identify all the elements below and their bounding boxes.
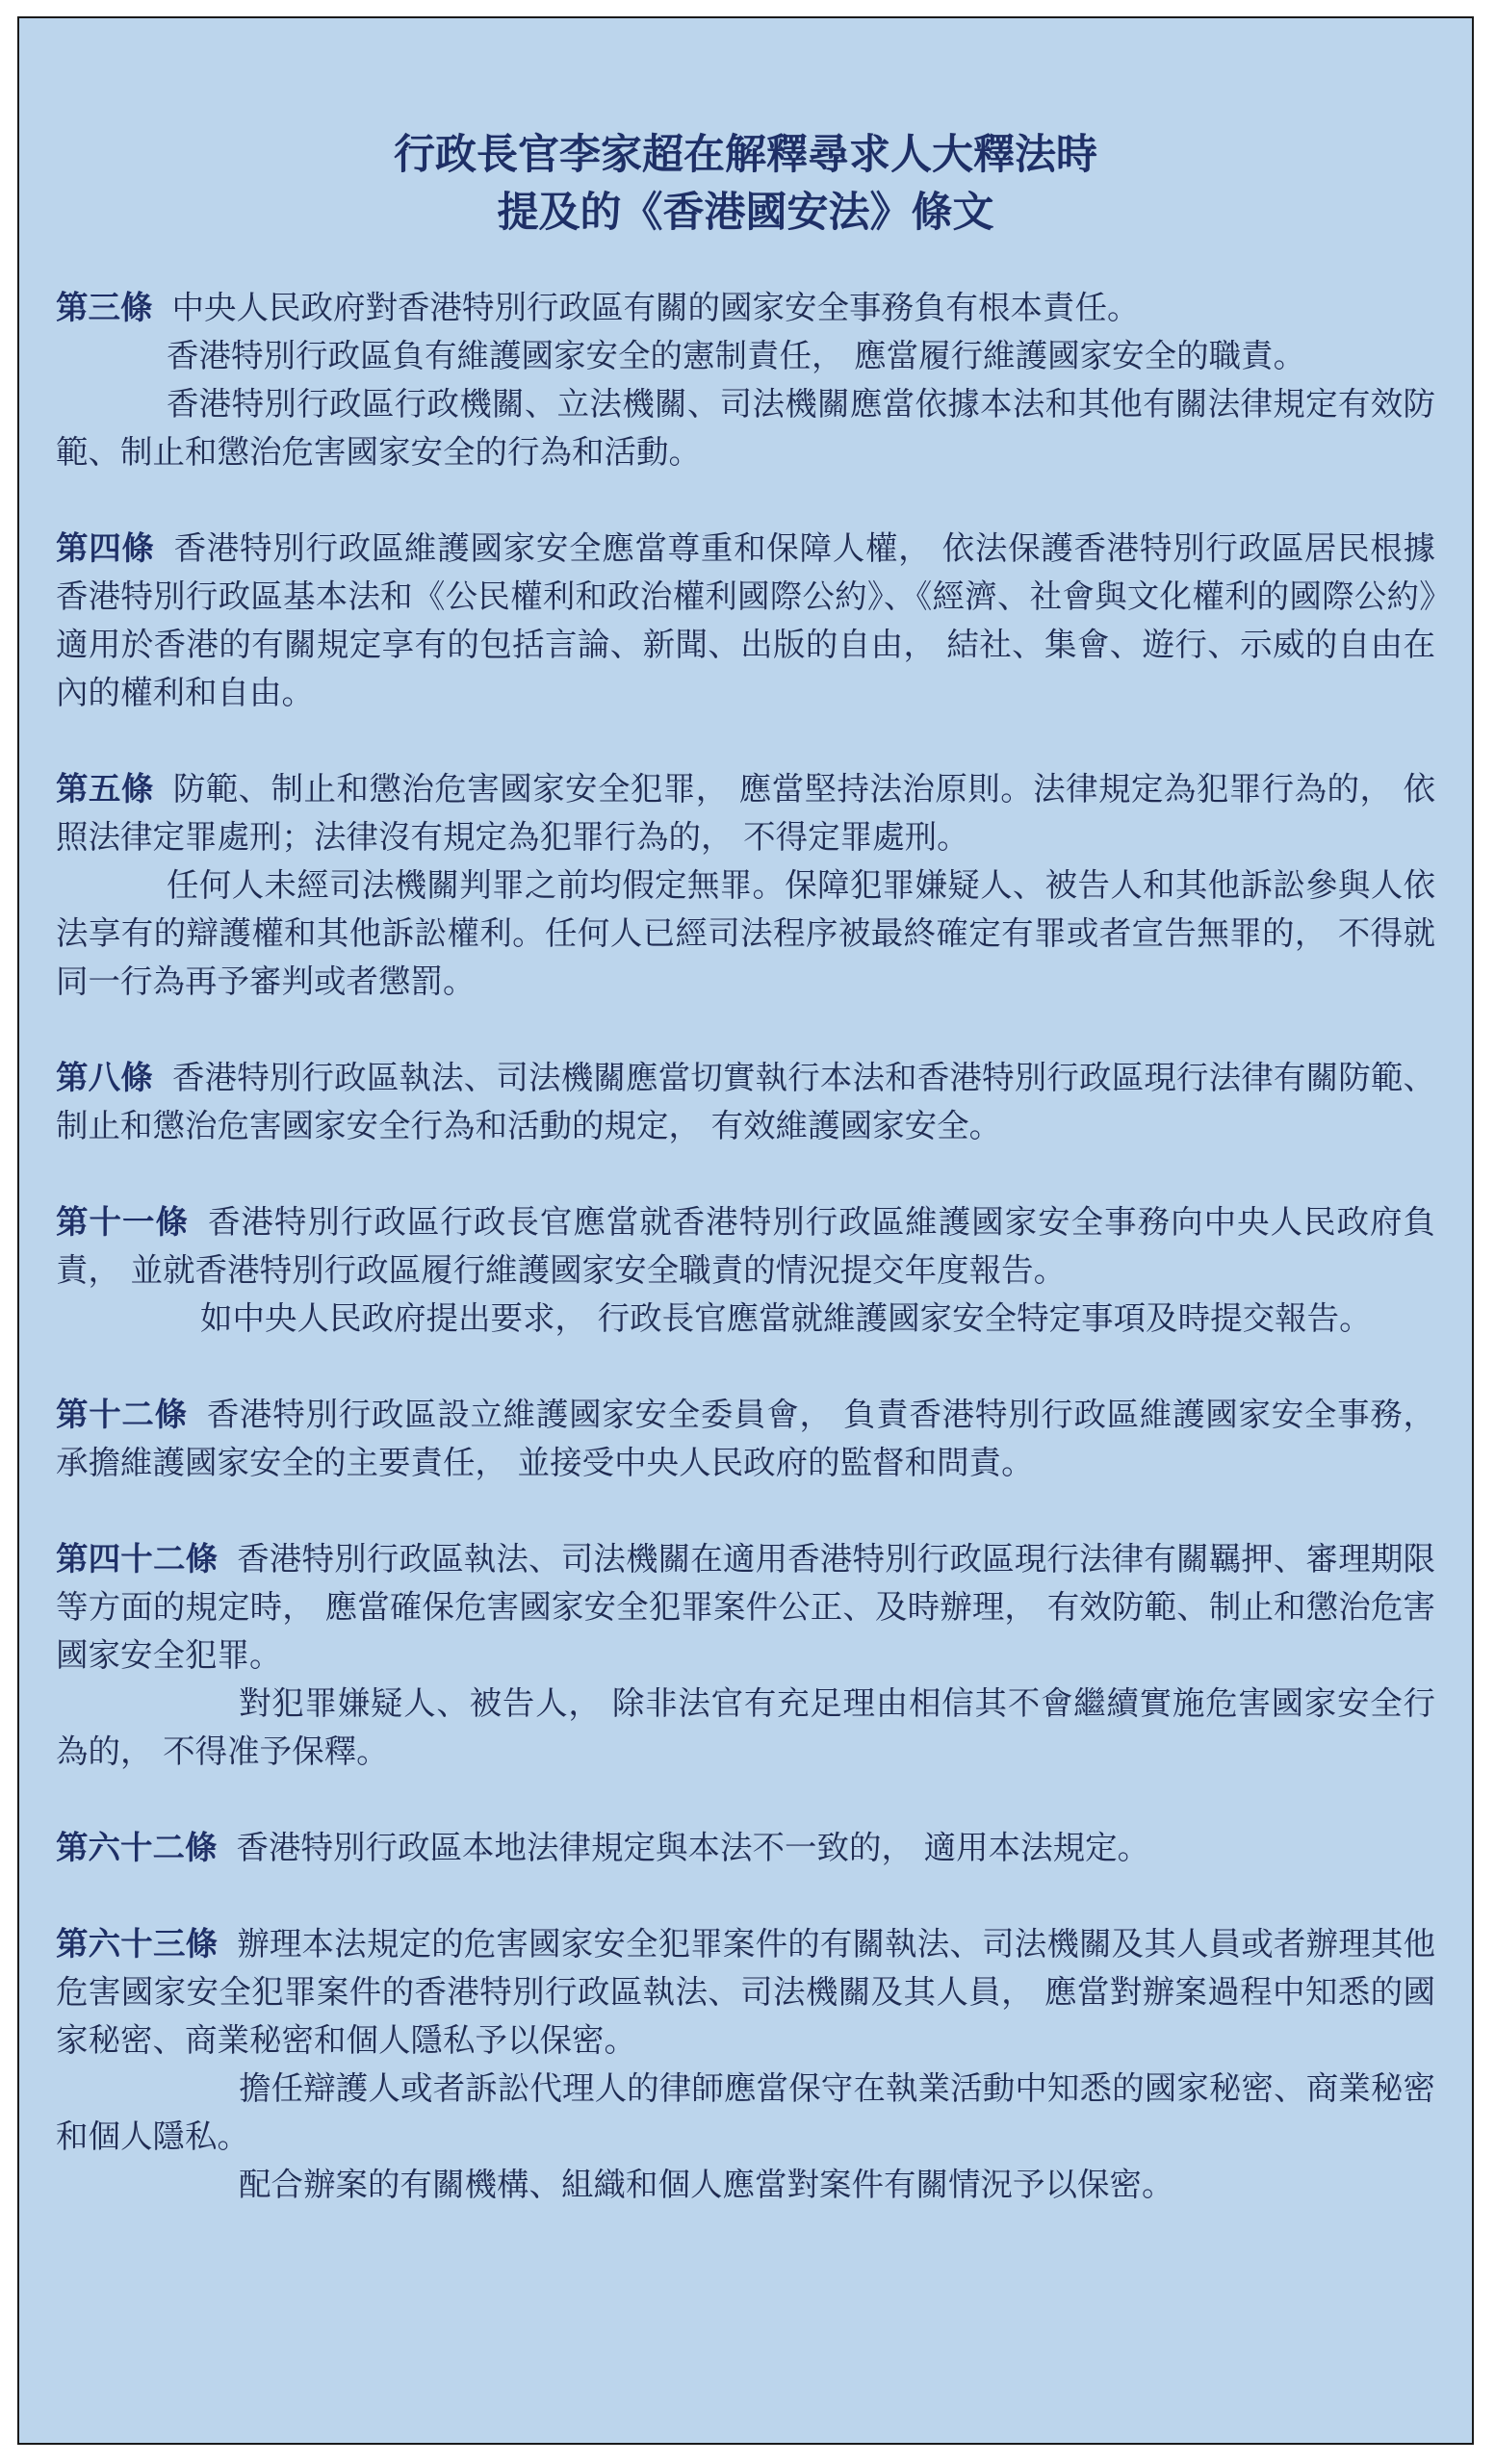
article-label: 第四條 [56, 529, 155, 567]
article-paragraph: 擔任辯護人或者訴訟代理人的律師應當保守在執業活動中知悉的國家秘密、商業秘密和個人隱私。 [56, 2069, 1435, 2155]
article-paragraph [56, 1535, 1435, 1680]
article-63 [56, 1920, 1435, 2209]
paragraph-text: 香港特別行政區執法、司法機關在適用香港特別行政區現行法律有關羈押、審理期限等方面的規定時， 應當確保危害國家安全犯罪案件公正、及時辦理， 有效防範、制止和懲治危害國家安全犯罪。 [56, 1540, 1436, 1674]
paragraph-text: 香港特別行政區設立維護國家安全委員會， 負責香港特別行政區維護國家安全事務， 承擔維護國家安全的主要責任， 並接受中央人民政府的監督和問責。 [56, 1396, 1436, 1481]
article-paragraph: 如中央人民政府提出要求， 行政長官應當就維護國家安全特定事項及時提交報告。 [200, 1299, 1372, 1337]
article-label: 第三條 [56, 289, 153, 326]
paragraph-text: 防範、制止和懲治危害國家安全犯罪， 應當堅持法治原則。法律規定為犯罪行為的， 依照法律定罪處刑；法律沒有規定為犯罪行為的， 不得定罪處刑。 [56, 770, 1436, 856]
article-paragraph [56, 765, 1435, 861]
article-paragraph [56, 1824, 1435, 1872]
title-line-2: 提及的《香港國安法》條文 [497, 189, 994, 237]
paragraph-text: 辦理本法規定的危害國家安全犯罪案件的有關執法、司法機關及其人員或者辦理其他危害國家安全犯罪案件的香港特別行政區執法、司法機關及其人員， 應當對辦案過程中知悉的國家秘密、商業秘密和個人隱私予以保密。 [56, 1925, 1436, 2059]
article-label: 第五條 [56, 770, 154, 808]
paragraph-text: 香港特別行政區執法、司法機關應當切實執行本法和香港特別行政區現行法律有關防範、制止和懲治危害國家安全行為和活動的規定， 有效維護國家安全。 [56, 1059, 1436, 1144]
article-paragraph [56, 284, 1435, 332]
article-42 [56, 1535, 1435, 1776]
paragraph-text: 香港特別行政區本地法律規定與本法不一致的， 適用本法規定。 [236, 1829, 1150, 1866]
article-label: 第四十二條 [56, 1540, 219, 1578]
article-paragraph: 任何人未經司法機關判罪之前均假定無罪。保障犯罪嫌疑人、被告人和其他訴訟參與人依法享有的辯護權和其他訴訟權利。任何人已經司法程序被最終確定有罪或者宣告無罪的， 不得就同一行為再予審判或者懲罰。 [56, 866, 1435, 1000]
title-line-1: 行政長官李家超在解釋尋求人大釋法時 [394, 131, 1097, 179]
article-label: 第八條 [56, 1059, 153, 1096]
article-label: 第十二條 [56, 1396, 188, 1433]
article-paragraph: 香港特別行政區行政機關、立法機關、司法機關應當依據本法和其他有關法律規定有效防範、制止和懲治危害國家安全的行為和活動。 [56, 385, 1435, 471]
article-62 [56, 1824, 1435, 1872]
article-3 [56, 284, 1435, 476]
article-11 [56, 1198, 1435, 1343]
paragraph-text: 中央人民政府對香港特別行政區有關的國家安全事務負有根本責任。 [171, 289, 1140, 326]
article-8 [56, 1054, 1435, 1150]
article-4 [56, 525, 1435, 717]
document-panel [17, 16, 1474, 2445]
article-paragraph [56, 1391, 1435, 1487]
article-paragraph: 配合辦案的有關機構、組織和個人應當對案件有關情況予以保密。 [239, 2166, 1174, 2203]
article-paragraph [56, 525, 1435, 717]
article-label: 第六十三條 [56, 1925, 219, 1963]
document-title [56, 126, 1435, 242]
article-label: 第十一條 [56, 1203, 189, 1241]
paragraph-text: 香港特別行政區行政長官應當就香港特別行政區維護國家安全事務向中央人民政府負責， 並就香港特別行政區履行維護國家安全職責的情況提交年度報告。 [56, 1203, 1436, 1289]
article-paragraph [56, 1198, 1435, 1295]
article-5 [56, 765, 1435, 1006]
articles-list [56, 284, 1435, 2209]
article-12 [56, 1391, 1435, 1487]
article-label: 第六十二條 [56, 1829, 218, 1866]
article-paragraph [56, 1054, 1435, 1150]
article-paragraph: 香港特別行政區負有維護國家安全的憲制責任， 應當履行維護國家安全的職責。 [167, 337, 1306, 374]
article-paragraph [56, 1920, 1435, 2065]
article-paragraph: 對犯罪嫌疑人、被告人， 除非法官有充足理由相信其不會繼續實施危害國家安全行為的， 不得准予保釋。 [56, 1684, 1435, 1770]
paragraph-text: 香港特別行政區維護國家安全應當尊重和保障人權， 依法保護香港特別行政區居民根據香港特別行政區基本法和《公民權利和政治權利國際公約》、《經濟、社會與文化權利的國際公約》適用於香港的有關規定享有的包括言論、新聞、出版的自由， 結社、集會、遊行、示威的自由在內的權利和自由。 [56, 529, 1436, 711]
